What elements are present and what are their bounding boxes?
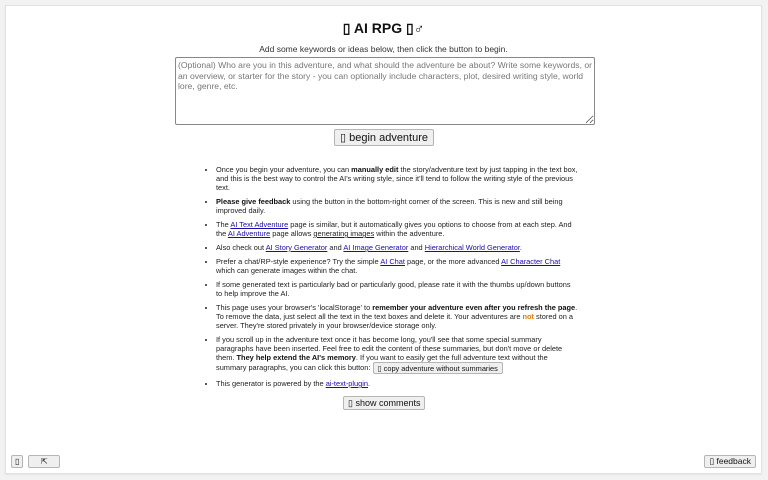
- show-comments-button[interactable]: ▯ show comments: [343, 396, 425, 410]
- info-item-related-pages: [216, 220, 578, 238]
- info-item-manual-edit: [216, 165, 578, 192]
- ai-chat-link[interactable]: AI Chat: [380, 257, 405, 266]
- text: using the button in the bottom-right corner of the screen. This is new and still being improved daily.: [216, 197, 563, 215]
- info-item-rating: [216, 280, 578, 298]
- bold-text: manually edit: [351, 165, 399, 174]
- info-item-feedback: [216, 197, 578, 215]
- bold-text: remember your adventure even after you refresh the page: [372, 303, 576, 312]
- adventure-prompt-input[interactable]: [175, 57, 595, 125]
- ai-story-generator-link[interactable]: AI Story Generator: [265, 243, 328, 252]
- text: If some generated text is particularly bad or particularly good, please rate it with the thumbs up/down buttons to help improve the AI.: [216, 280, 571, 298]
- text: within the adventure.: [374, 229, 445, 238]
- text: The: [216, 220, 231, 229]
- warning-text: not: [522, 312, 534, 321]
- text: This generator is powered by the: [216, 379, 326, 388]
- scroll-to-top-button[interactable]: ⇱: [28, 455, 60, 468]
- ai-adventure-link[interactable]: AI Adventure: [227, 229, 271, 238]
- text: . If you want to easily get the full adventure text without the summary paragraphs, you can click this button:: [216, 353, 548, 372]
- text: which can generate images within the chat.: [216, 266, 358, 275]
- text: Prefer a chat/RP-style experience? Try the simple: [216, 257, 381, 266]
- ai-character-chat-link[interactable]: AI Character Chat: [501, 257, 561, 266]
- info-item-chat: [216, 257, 578, 275]
- text: stored on a server. They're stored privately in your browser/device storage only.: [216, 312, 574, 330]
- text: If you scroll up in the adventure text once it has become long, you'll see that some special summary paragraphs have been inserted. Feel free to edit the content of these summaries, but don't move or delete them.: [216, 335, 563, 362]
- text: page, or the more advanced: [404, 257, 502, 266]
- ai-image-generator-link[interactable]: AI Image Generator: [343, 243, 409, 252]
- text: and: [327, 243, 344, 252]
- bold-text: Please give feedback: [216, 197, 291, 206]
- ai-text-plugin-link[interactable]: ai-text-plugin: [325, 379, 368, 388]
- feedback-button[interactable]: ▯ feedback: [704, 455, 756, 468]
- info-item-localstorage: [216, 303, 578, 330]
- info-list: [202, 165, 578, 393]
- page-title: ▯ AI RPG ▯♂: [342, 20, 425, 36]
- text: Once you begin your adventure, you can: [216, 165, 352, 174]
- bold-text: They help extend the AI's memory: [236, 353, 356, 362]
- hierarchical-world-generator-link[interactable]: Hierarchical World Generator: [424, 243, 520, 252]
- text: page is similar, but it automatically gives you options to choose from at each step. And the: [216, 220, 572, 238]
- text: .: [519, 243, 522, 252]
- begin-adventure-button[interactable]: ▯ begin adventure: [334, 129, 434, 146]
- copy-without-summaries-button[interactable]: ▯ copy adventure without summaries: [373, 362, 503, 374]
- text: . To remove the data, just select all the text in the text boxes and delete it. Your adventures are: [216, 303, 578, 321]
- info-item-summaries: [216, 335, 578, 374]
- page-panel: [5, 5, 762, 474]
- settings-icon-button[interactable]: ▯: [11, 455, 23, 468]
- text: .: [368, 379, 371, 388]
- underlined-text: generating images: [313, 229, 375, 238]
- info-item-plugin: [216, 379, 578, 388]
- bottom-left-controls: [11, 455, 60, 468]
- page-subtitle: Add some keywords or ideas below, then click the button to begin.: [259, 44, 508, 54]
- text: This page uses your browser's 'localStorage' to: [216, 303, 373, 312]
- text: and: [408, 243, 425, 252]
- text: the story/adventure text by just tapping in the text box, and this is the best way to control the AI's writing style, since it'll tend to follow the writing style of the previous text.: [216, 165, 578, 192]
- text: Also check out: [216, 243, 266, 252]
- ai-text-adventure-link[interactable]: AI Text Adventure: [230, 220, 289, 229]
- text: page allows: [270, 229, 314, 238]
- info-item-generators: [216, 243, 578, 252]
